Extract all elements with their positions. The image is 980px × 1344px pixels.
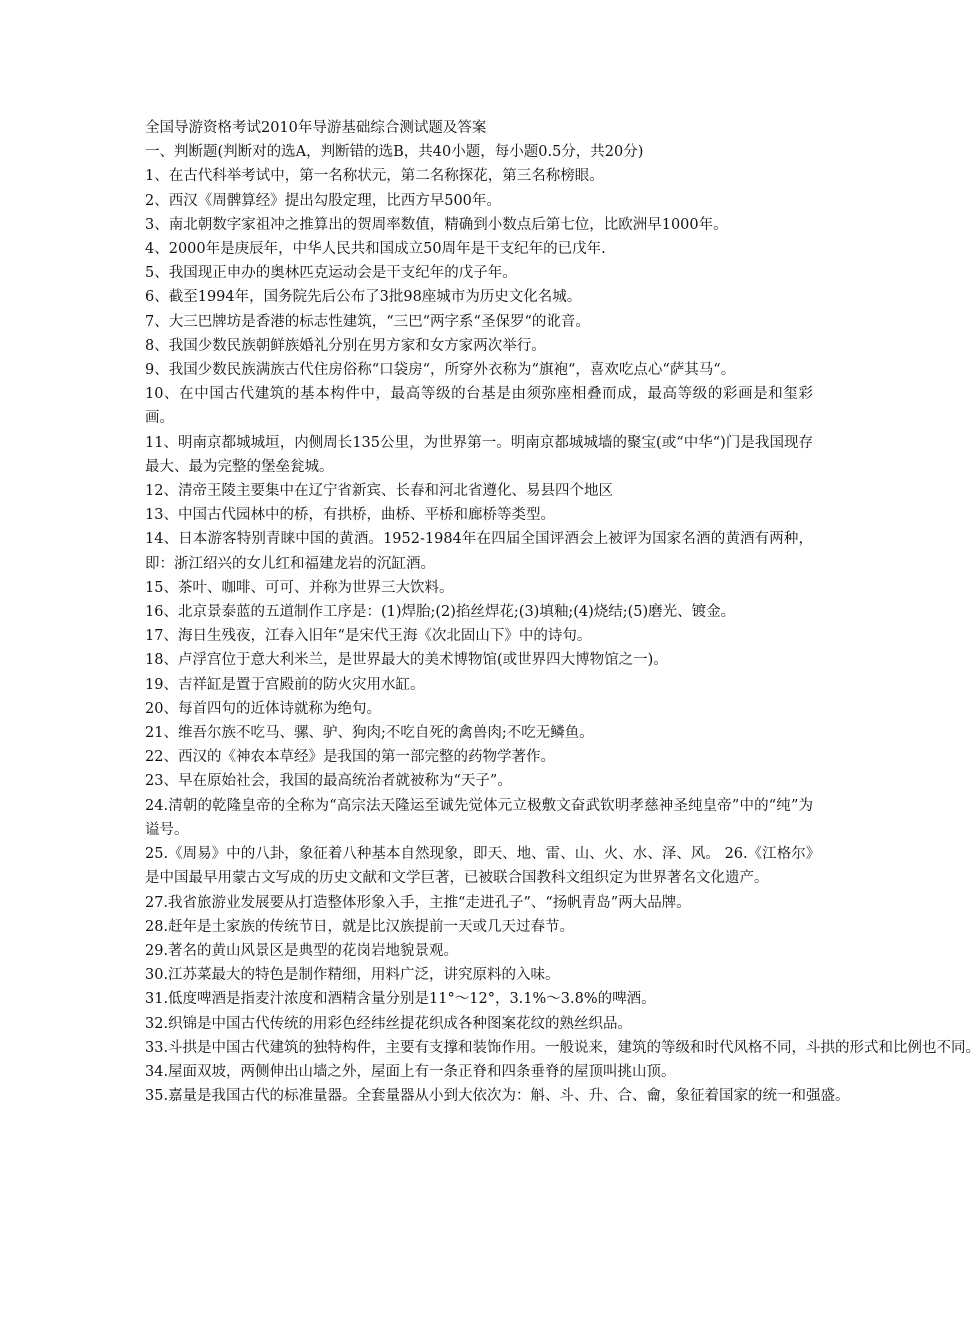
question-item: 30.江苏菜最大的特色是制作精细，用料广泛，讲究原料的入味。 [145, 967, 560, 984]
question-item: 15、茶叶、咖啡、可可、并称为世界三大饮料。 [145, 579, 454, 596]
question-item: 16、北京景泰蓝的五道制作工序是：(1)焊胎;(2)掐丝焊花;(3)填釉;(4)烧结;(5)磨光、镀金。 [145, 604, 736, 621]
question-item: 3、南北朝数字家祖冲之推算出的贺周率数值，精确到小数点后第七位，比欧洲早1000年。 [145, 216, 728, 233]
question-list [145, 164, 980, 1108]
question-item: 12、清帝王陵主要集中在辽宁省新宾、长春和河北省遵化、易县四个地区 [145, 483, 613, 500]
question-item: 34.屋面双坡，两侧伸出山墙之外，屋面上有一条正脊和四条垂脊的屋顶叫挑山顶。 [145, 1063, 676, 1080]
question-item: 11、明南京都城城垣，内侧周长135公里，为世界第一。明南京都城城墙的聚宝(或“中华“)门是我国现存最大、最为完整的堡垒瓮城。 [145, 434, 813, 475]
question-item: 2、西汉《周髀算经》提出勾股定理，比西方早500年。 [145, 192, 501, 209]
question-item: 13、中国古代园林中的桥，有拱桥，曲桥、平桥和廊桥等类型。 [145, 507, 555, 524]
question-item: 14、日本游客特别青睐中国的黄酒。1952-1984年在四届全国评酒会上被评为国家名酒的黄酒有两种，即：浙江绍兴的女儿红和福建龙岩的沉缸酒。 [145, 531, 813, 572]
question-item: 22、西汉的《神农本草经》是我国的第一部完整的药物学著作。 [145, 749, 555, 766]
question-item: 23、早在原始社会，我国的最高统治者就被称为“天子”。 [145, 773, 512, 790]
question-item: 29.著名的黄山风景区是典型的花岗岩地貌景观。 [145, 942, 459, 959]
question-item: 9、我国少数民族满族古代住房俗称“口袋房“，所穿外衣称为“旗袍“，喜欢吃点心“萨其马“。 [145, 362, 736, 379]
question-item: 35.嘉量是我国古代的标准量器。全套量器从小到大依次为：斛、斗、升、合、龠，象征着国家的统一和强盛。 [145, 1088, 850, 1105]
question-item: 4、2000年是庚辰年，中华人民共和国成立50周年是干支纪年的已戊年. [145, 241, 606, 258]
question-item: 33.斗拱是中国古代建筑的独特构件，主要有支撑和装饰作用。一般说来，建筑的等级和时代风格不同，斗拱的形式和比例也不同。 [145, 1039, 980, 1056]
question-item: 19、吉祥缸是置于宫殿前的防火灾用水缸。 [145, 676, 425, 693]
question-item: 18、卢浮宫位于意大利米兰，是世界最大的美术博物馆(或世界四大博物馆之一)。 [145, 652, 668, 669]
question-item: 10、在中国古代建筑的基本构件中，最高等级的台基是由须弥座相叠而成，最高等级的彩画是和玺彩画。 [145, 386, 813, 427]
question-item: 7、大三巴牌坊是香港的标志性建筑，“三巴“两字系“圣保罗“的讹音。 [145, 313, 590, 330]
question-item: 31.低度啤酒是指麦汁浓度和酒精含量分别是11°～12°，3.1%～3.8%的啤酒。 [145, 991, 656, 1008]
question-item: 21、维吾尔族不吃马、骡、驴、狗肉;不吃自死的禽兽肉;不吃无鳞鱼。 [145, 725, 594, 742]
document-body [145, 116, 980, 1108]
section-heading: 一、判断题(判断对的选A，判断错的选B，共40小题，每小题0.5分，共20分) [145, 144, 644, 161]
question-item: 24.清朝的乾隆皇帝的全称为“高宗法天隆运至诚先觉体元立极敷文奋武钦明孝慈神圣纯皇帝”中的“纯”为谥号。 [145, 797, 813, 838]
question-item: 25.《周易》中的八卦，象征着八种基本自然现象，即天、地、雷、山、火、水、泽、风。 26.《江格尔》是中国最早用蒙古文写成的历史文献和文学巨著，已被联合国教科文组织定为世界著名文化遗产。 [145, 846, 813, 887]
question-item: 17、海日生残夜，江春入旧年“是宋代王海《次北固山下》中的诗句。 [145, 628, 592, 645]
question-item: 1、在古代科举考试中，第一名称状元，第二名称探花，第三名称榜眼。 [145, 168, 604, 185]
question-item: 20、每首四句的近体诗就称为绝句。 [145, 700, 381, 717]
question-item: 27.我省旅游业发展要从打造整体形象入手，主推“走进孔子”、“扬帆青岛”两大品牌。 [145, 894, 691, 911]
question-item: 32.织锦是中国古代传统的用彩色经纬丝提花织成各种图案花纹的熟丝织品。 [145, 1015, 633, 1032]
question-item: 28.赶年是土家族的传统节日，就是比汉族提前一天或几天过春节。 [145, 918, 575, 935]
question-item: 6、截至1994年，国务院先后公布了3批98座城市为历史文化名城。 [145, 289, 582, 306]
question-item: 8、我国少数民族朝鲜族婚礼分别在男方家和女方家两次举行。 [145, 337, 546, 354]
document-title: 全国导游资格考试2010年导游基础综合测试题及答案 [145, 120, 487, 136]
question-item: 5、我国现正申办的奥林匹克运动会是干支纪年的戊子年。 [145, 265, 517, 282]
